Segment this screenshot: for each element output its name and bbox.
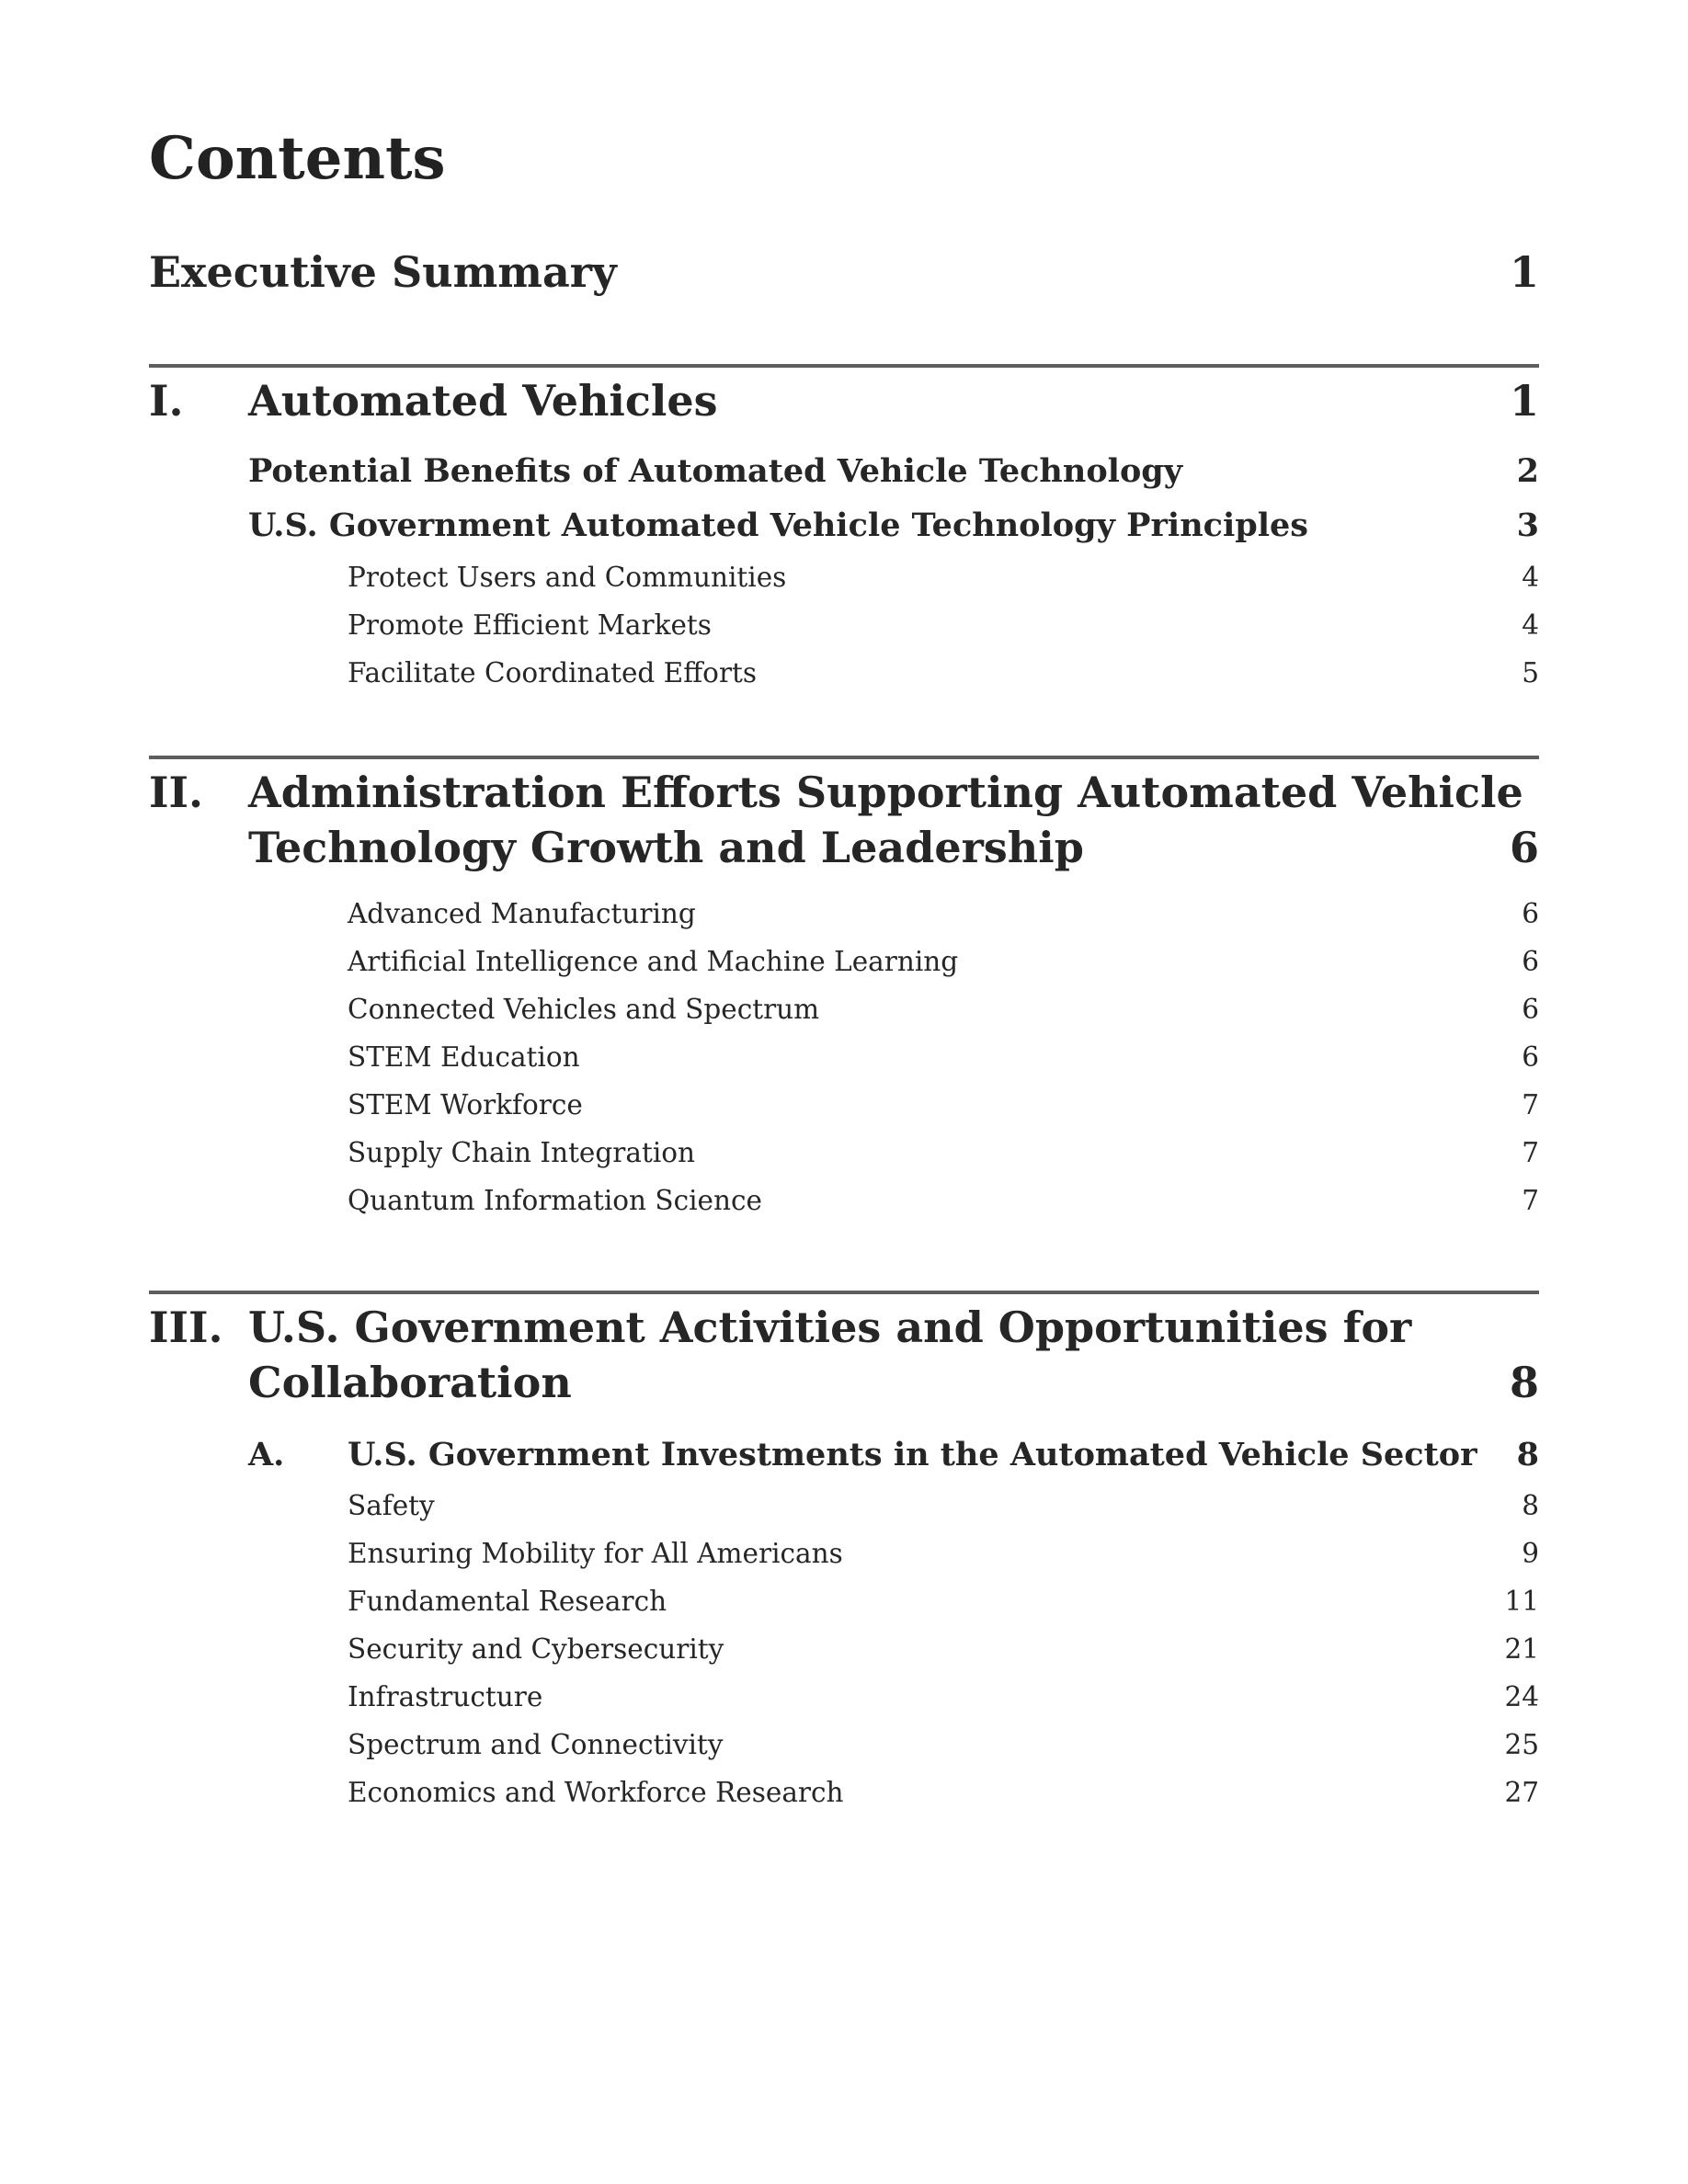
part-title-line-1: Administration Efforts Supporting Automated Vehicle <box>248 768 1523 817</box>
toc-entry-label: Promote Efficient Markets <box>348 609 712 641</box>
toc-entry[interactable] <box>149 943 1539 980</box>
toc-part-2[interactable] <box>149 765 1539 820</box>
part-title-line-1: U.S. Government Activities and Opportunities for <box>248 1302 1412 1352</box>
toc-page-number: 6 <box>1522 898 1539 929</box>
toc-entry[interactable] <box>149 654 1539 691</box>
toc-part-2-continued[interactable] <box>149 820 1539 875</box>
toc-page-number: 9 <box>1522 1538 1539 1569</box>
part-numeral: I. <box>149 376 184 426</box>
section-divider <box>149 364 1539 368</box>
toc-part-3[interactable] <box>149 1300 1539 1355</box>
toc-page-number: 6 <box>1522 994 1539 1025</box>
toc-page-number: 2 <box>1516 452 1539 490</box>
toc-page-number: 24 <box>1504 1681 1539 1712</box>
toc-entry-label: Potential Benefits of Automated Vehicle Technology <box>248 452 1183 490</box>
part-title-line-2: Technology Growth and Leadership <box>248 823 1084 872</box>
toc-page-number: 21 <box>1504 1633 1539 1665</box>
toc-entry[interactable] <box>149 1487 1539 1524</box>
toc-entry-executive-summary[interactable] <box>149 245 1539 300</box>
toc-entry-label: Connected Vehicles and Spectrum <box>348 994 820 1025</box>
toc-entry-label: STEM Workforce <box>348 1089 583 1120</box>
toc-page-number: 4 <box>1522 562 1539 593</box>
toc-page-number: 8 <box>1522 1490 1539 1521</box>
toc-entry[interactable] <box>149 1182 1539 1219</box>
toc-subpart-a[interactable] <box>149 1434 1539 1476</box>
toc-entry[interactable] <box>149 1774 1539 1811</box>
toc-entry-label: Quantum Information Science <box>348 1185 762 1216</box>
toc-entry-label: STEM Education <box>348 1041 580 1073</box>
toc-page-number: 6 <box>1522 946 1539 977</box>
toc-page-number: 3 <box>1516 506 1539 544</box>
toc-page-number: 25 <box>1504 1729 1539 1760</box>
toc-entry[interactable] <box>149 1631 1539 1667</box>
toc-entry[interactable] <box>149 1583 1539 1620</box>
toc-page-number: 8 <box>1509 1358 1539 1407</box>
toc-entry-label: Ensuring Mobility for All Americans <box>348 1538 843 1569</box>
toc-entry[interactable] <box>149 1086 1539 1123</box>
toc-entry[interactable] <box>149 505 1539 547</box>
toc-page-number: 4 <box>1522 609 1539 641</box>
toc-page-number: 6 <box>1522 1041 1539 1073</box>
toc-entry-label: Executive Summary <box>149 247 617 297</box>
toc-entry-label: Fundamental Research <box>348 1586 667 1617</box>
toc-entry[interactable] <box>149 607 1539 643</box>
section-divider <box>149 756 1539 759</box>
toc-entry[interactable] <box>149 1535 1539 1572</box>
toc-entry[interactable] <box>149 1678 1539 1715</box>
subpart-letter: A. <box>248 1436 285 1473</box>
toc-entry[interactable] <box>149 450 1539 493</box>
toc-entry-label: Advanced Manufacturing <box>348 898 696 929</box>
toc-part-1[interactable] <box>149 373 1539 428</box>
toc-entry-label: Protect Users and Communities <box>348 562 787 593</box>
part-title-line-2: Collaboration <box>248 1358 572 1407</box>
toc-entry[interactable] <box>149 1726 1539 1763</box>
toc-entry-label: Security and Cybersecurity <box>348 1633 724 1665</box>
toc-entry-label: Spectrum and Connectivity <box>348 1729 724 1760</box>
toc-page-number: 6 <box>1509 823 1539 872</box>
toc-entry[interactable] <box>149 559 1539 596</box>
toc-entry-label: Supply Chain Integration <box>348 1137 696 1168</box>
part-title: Automated Vehicles <box>248 376 718 426</box>
part-numeral: II. <box>149 768 204 817</box>
toc-entry-label: Economics and Workforce Research <box>348 1777 844 1808</box>
toc-page-number: 27 <box>1504 1777 1539 1808</box>
toc-entry[interactable] <box>149 1134 1539 1171</box>
toc-page-number: 11 <box>1504 1586 1539 1617</box>
toc-page-number: 7 <box>1522 1137 1539 1168</box>
toc-entry[interactable] <box>149 991 1539 1028</box>
toc-page-number: 8 <box>1516 1436 1539 1473</box>
section-divider <box>149 1291 1539 1294</box>
toc-page-number: 1 <box>1509 376 1539 426</box>
toc-entry-label: Safety <box>348 1490 435 1521</box>
toc-page-number: 7 <box>1522 1185 1539 1216</box>
toc-entry-label: Facilitate Coordinated Efforts <box>348 657 758 688</box>
toc-page-number: 5 <box>1522 657 1539 688</box>
part-numeral: III. <box>149 1302 223 1352</box>
toc-entry-label: U.S. Government Investments in the Automated Vehicle Sector <box>348 1436 1477 1473</box>
toc-page-number: 7 <box>1522 1089 1539 1120</box>
toc-entry-label: Artificial Intelligence and Machine Learning <box>348 946 959 977</box>
toc-entry-label: Infrastructure <box>348 1681 543 1712</box>
toc-entry[interactable] <box>149 1039 1539 1075</box>
toc-page-number: 1 <box>1509 247 1539 297</box>
toc-part-3-continued[interactable] <box>149 1355 1539 1410</box>
toc-entry[interactable] <box>149 895 1539 932</box>
page-title: Contents <box>149 124 446 193</box>
toc-entry-label: U.S. Government Automated Vehicle Technology Principles <box>248 506 1308 544</box>
